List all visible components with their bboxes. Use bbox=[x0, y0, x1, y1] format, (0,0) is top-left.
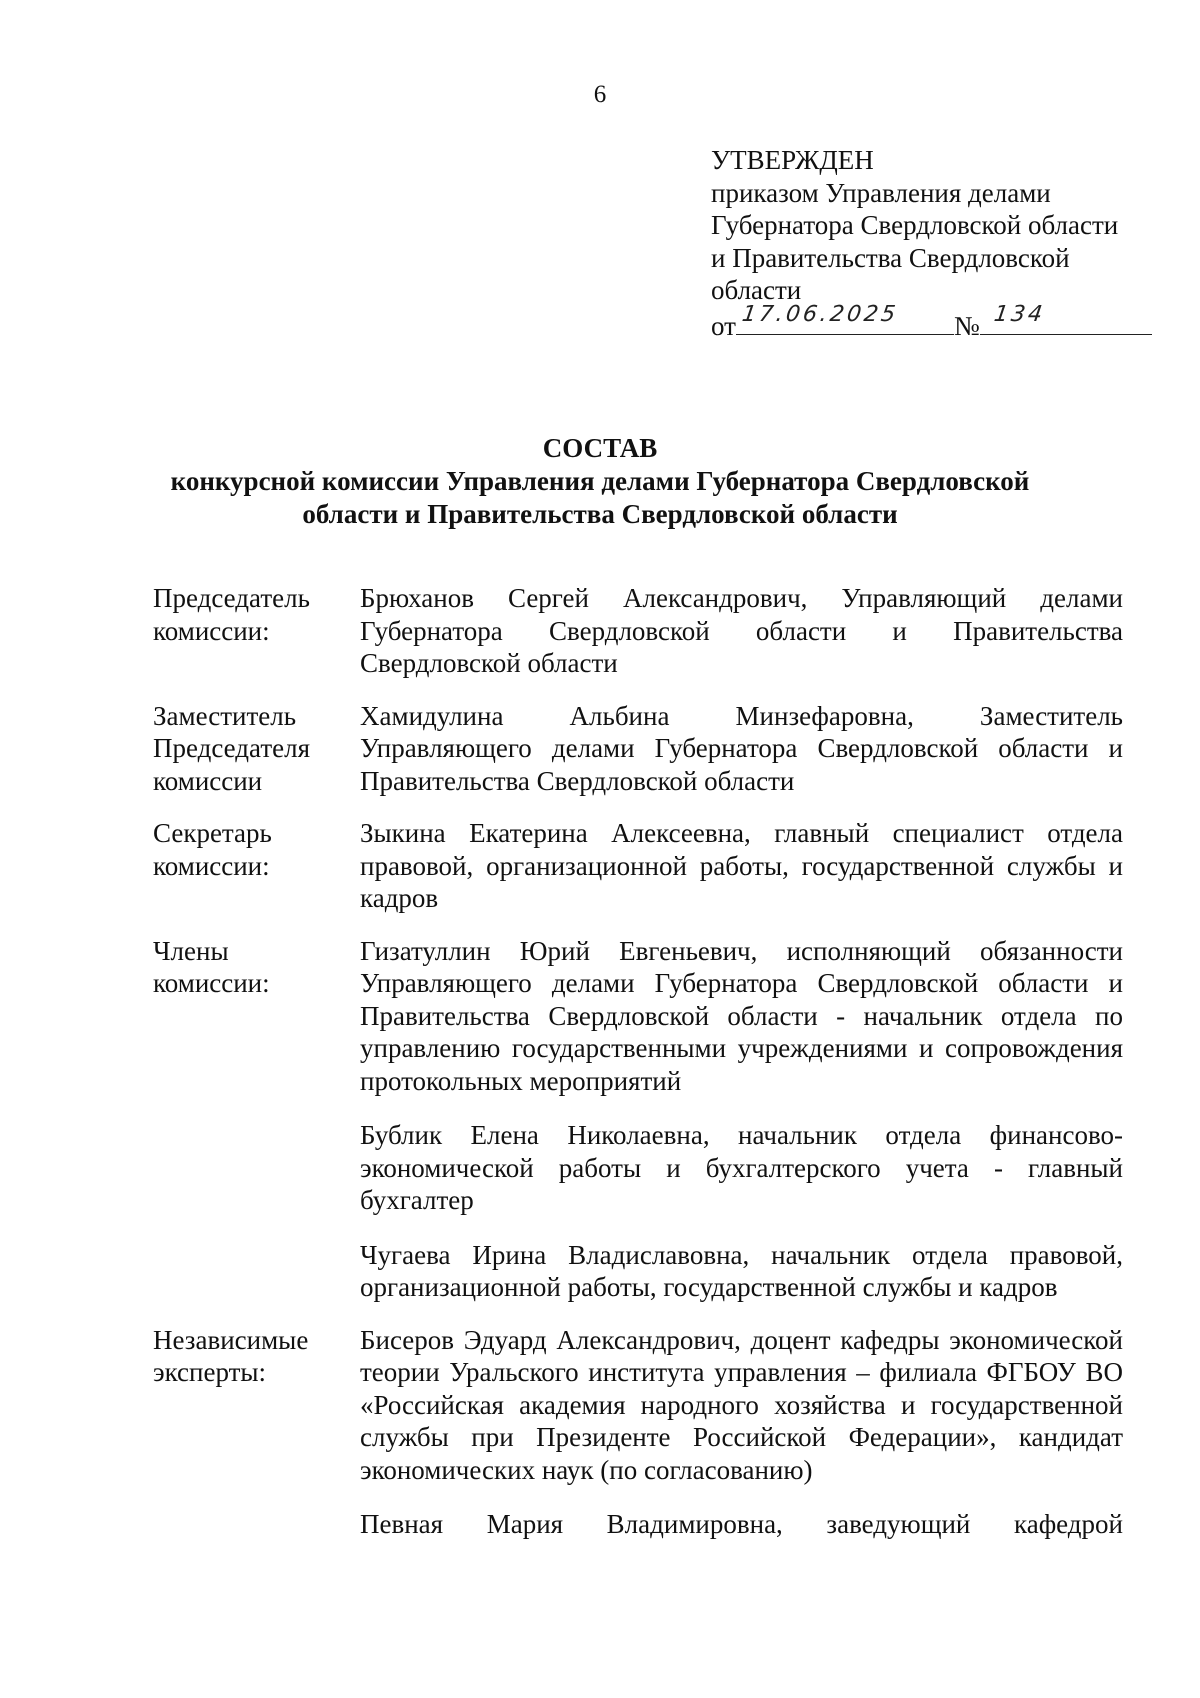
member-entry: Певная Мария Владимировна, заведующий кафедрой bbox=[360, 1509, 1123, 1539]
role-label bbox=[153, 582, 360, 647]
role-line: комиссии: bbox=[153, 968, 270, 998]
member-entries bbox=[360, 1324, 1123, 1541]
role-line: Независимые bbox=[153, 1324, 309, 1355]
role-line: комиссии: bbox=[153, 850, 270, 881]
role-line: эксперты: bbox=[153, 1357, 267, 1387]
commission-members bbox=[153, 582, 1123, 1541]
approval-date-number-line bbox=[711, 301, 1151, 343]
role-line: комиссии: bbox=[153, 615, 270, 646]
member-row-chairman bbox=[153, 582, 1123, 680]
role-label bbox=[153, 1324, 360, 1389]
member-entry: Чугаева Ирина Владиславовна, начальник отдела правовой, организационной работы, государственной службы и кадров bbox=[360, 1239, 1123, 1302]
member-row-members bbox=[153, 935, 1123, 1304]
member-row-experts bbox=[153, 1324, 1123, 1541]
role-line: Председателя bbox=[153, 733, 311, 763]
member-entries bbox=[360, 700, 1123, 798]
member-row-deputy bbox=[153, 700, 1123, 798]
date-prefix: от bbox=[711, 310, 736, 341]
document-heading bbox=[0, 432, 1200, 531]
member-entries bbox=[360, 582, 1123, 680]
number-field bbox=[980, 301, 1152, 335]
role-label bbox=[153, 935, 360, 1000]
role-line: Секретарь bbox=[153, 818, 272, 848]
member-entries bbox=[360, 817, 1123, 915]
approval-line: и Правительства Свердловской bbox=[711, 242, 1070, 273]
heading-subtitle-line: конкурсной комиссии Управления делами Губернатора Свердловской bbox=[170, 466, 1030, 496]
approval-block bbox=[711, 144, 1151, 342]
heading-title: СОСТАВ bbox=[542, 433, 658, 463]
approval-title: УТВЕРЖДЕН bbox=[711, 145, 874, 175]
member-entry: Хамидулина Альбина Минзефаровна, Заместитель Управляющего делами Губернатора Свердловской области и Правительства Свердловской области bbox=[360, 700, 1123, 796]
role-line: Заместитель bbox=[153, 700, 297, 731]
handwritten-date: 17.06.2025 bbox=[740, 301, 900, 327]
member-entry: Зыкина Екатерина Алексеевна, главный специалист отдела правовой, организационной работы, государственной службы и кадров bbox=[360, 818, 1123, 913]
approval-line: области bbox=[711, 275, 802, 305]
date-field bbox=[736, 301, 954, 335]
approval-line: Губернатора Свердловской области bbox=[711, 210, 1119, 240]
number-prefix: № bbox=[953, 310, 980, 341]
handwritten-number: 134 bbox=[992, 301, 1047, 327]
role-label bbox=[153, 700, 360, 798]
heading-subtitle-line: области и Правительства Свердловской области bbox=[302, 499, 898, 529]
role-line: комиссии bbox=[153, 765, 263, 796]
member-entry: Гизатуллин Юрий Евгеньевич, исполняющий обязанности Управляющего делами Губернатора Свердловской области и Правительства Свердловской области - начальник отдела по управлению государственными учреждениями и сопровождения протокольных мероприятий bbox=[360, 935, 1123, 1096]
approval-line: приказом Управления делами bbox=[711, 177, 1051, 208]
member-row-secretary bbox=[153, 817, 1123, 915]
member-entry: Бисеров Эдуард Александрович, доцент кафедры экономической теории Уральского института управления – филиала ФГБОУ ВО «Российская академия народного хозяйства и государственной службы при Президенте Российской Федерации», кандидат экономических наук (по согласованию) bbox=[360, 1324, 1123, 1485]
role-line: Председатель bbox=[153, 583, 310, 613]
page-number: 6 bbox=[593, 81, 607, 108]
member-entry: Брюханов Сергей Александрович, Управляющий делами Губернатора Свердловской области и Правительства Свердловской области bbox=[360, 583, 1123, 678]
member-entry: Бублик Елена Николаевна, начальник отдела финансово-экономической работы и бухгалтерского учета - главный бухгалтер bbox=[360, 1120, 1123, 1215]
member-entries bbox=[360, 935, 1123, 1304]
role-label bbox=[153, 817, 360, 882]
role-line: Члены bbox=[153, 935, 229, 966]
